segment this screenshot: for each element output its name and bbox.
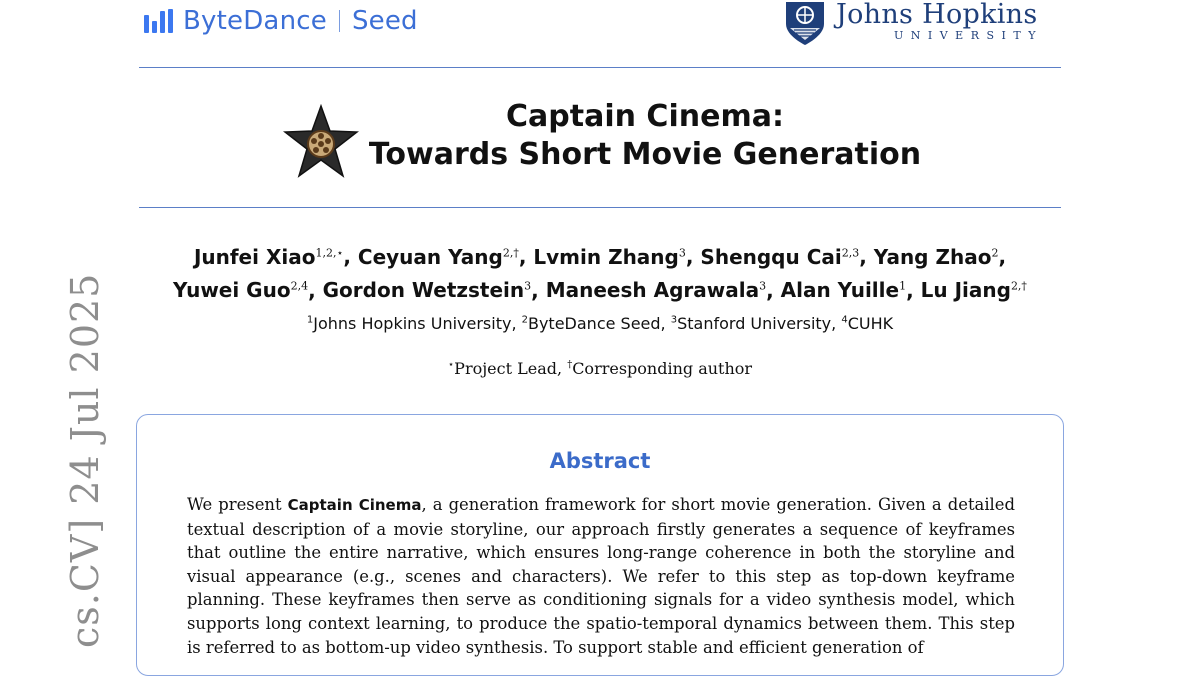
seed-brand: Seed bbox=[351, 6, 418, 36]
jhu-name: Johns Hopkins bbox=[836, 0, 1038, 30]
title-block bbox=[283, 98, 943, 186]
logo-divider bbox=[339, 10, 340, 32]
title-line-2: Towards Short Movie Generation bbox=[368, 137, 922, 172]
abstract-box bbox=[136, 414, 1064, 676]
bytedance-bars-icon bbox=[144, 9, 173, 33]
affiliation: $^3$Stanford University bbox=[670, 314, 832, 333]
jhu-logo bbox=[782, 0, 1043, 46]
affiliation: $^1$Johns Hopkins University bbox=[306, 314, 512, 333]
film-star-icon bbox=[283, 104, 359, 178]
author: Yuwei Guo$^{2,4}$ bbox=[173, 278, 309, 303]
bytedance-brand: ByteDance bbox=[183, 6, 327, 36]
affiliation: $^2$ByteDance Seed bbox=[521, 314, 661, 333]
bytedance-seed-logo bbox=[144, 4, 418, 38]
abstract-heading: Abstract bbox=[549, 449, 651, 473]
framework-name: Captain Cinema bbox=[287, 496, 422, 514]
top-rule bbox=[139, 67, 1061, 68]
affiliation-list: $^1$Johns Hopkins University, $^2$ByteDance Seed, $^3$Stanford University, $^4$CUHK bbox=[306, 314, 894, 333]
affiliation: $^4$CUHK bbox=[841, 314, 894, 333]
author: Alan Yuille$^1$ bbox=[780, 278, 907, 303]
jhu-shield-icon bbox=[782, 0, 828, 46]
author: Maneesh Agrawala$^3$ bbox=[545, 278, 767, 303]
arxiv-stamp: cs.CV] 24 Jul 2025 bbox=[63, 272, 107, 648]
author: Lvmin Zhang$^3$ bbox=[533, 244, 686, 269]
author: Ceyuan Yang$^{2,\dagger}$ bbox=[357, 244, 519, 269]
project-lead-note: Project Lead, bbox=[454, 359, 563, 378]
author: Yang Zhao$^2$ bbox=[873, 244, 999, 269]
author: Lu Jiang$^{2,\dagger}$ bbox=[920, 278, 1027, 303]
author: Gordon Wetzstein$^3$ bbox=[322, 278, 532, 303]
abstract-text: We present Captain Cinema, a generation framework for short movie generation. Given a detailed textual description of a movie storyline, our approach firstly generates a sequence of keyframes that outline the entire narrative, which ensures long-range coherence in both the storyline and visual appearance (e.g., scenes and characters). We refer to this step as top-down keyframe planning. These keyframes then serve as conditioning signals for a video synthesis model, which supports long context learning, to produce the spatio-temporal dynamics between them. This step is referred to as bottom-up video synthesis. To support stable and efficient generation of bbox=[187, 495, 1015, 657]
title-line-1: Captain Cinema: bbox=[506, 99, 784, 134]
title-rule bbox=[139, 207, 1061, 208]
paper-title bbox=[365, 98, 925, 174]
corresponding-author-note: Corresponding author bbox=[572, 359, 753, 378]
author-notes: ⋆Project Lead, †Corresponding author bbox=[447, 359, 753, 378]
author-list: Junfei Xiao$^{1,2,⋆}$, Ceyuan Yang$^{2,\dagger}$, Lvmin Zhang$^3$, Shengqu Cai$^{2,3}$, Yang Zhao$^2$, Yuwei Guo$^{2,4}$, Gordon Wetzstein$^3$, Maneesh Agrawala$^3$, Alan Yuille$^1$, Lu Jiang$^{2,\dagger}$ bbox=[173, 244, 1027, 303]
author: Junfei Xiao$^{1,2,⋆}$ bbox=[193, 244, 344, 269]
jhu-university: UNIVERSITY bbox=[894, 29, 1043, 42]
author: Shengqu Cai$^{2,3}$ bbox=[700, 244, 860, 269]
